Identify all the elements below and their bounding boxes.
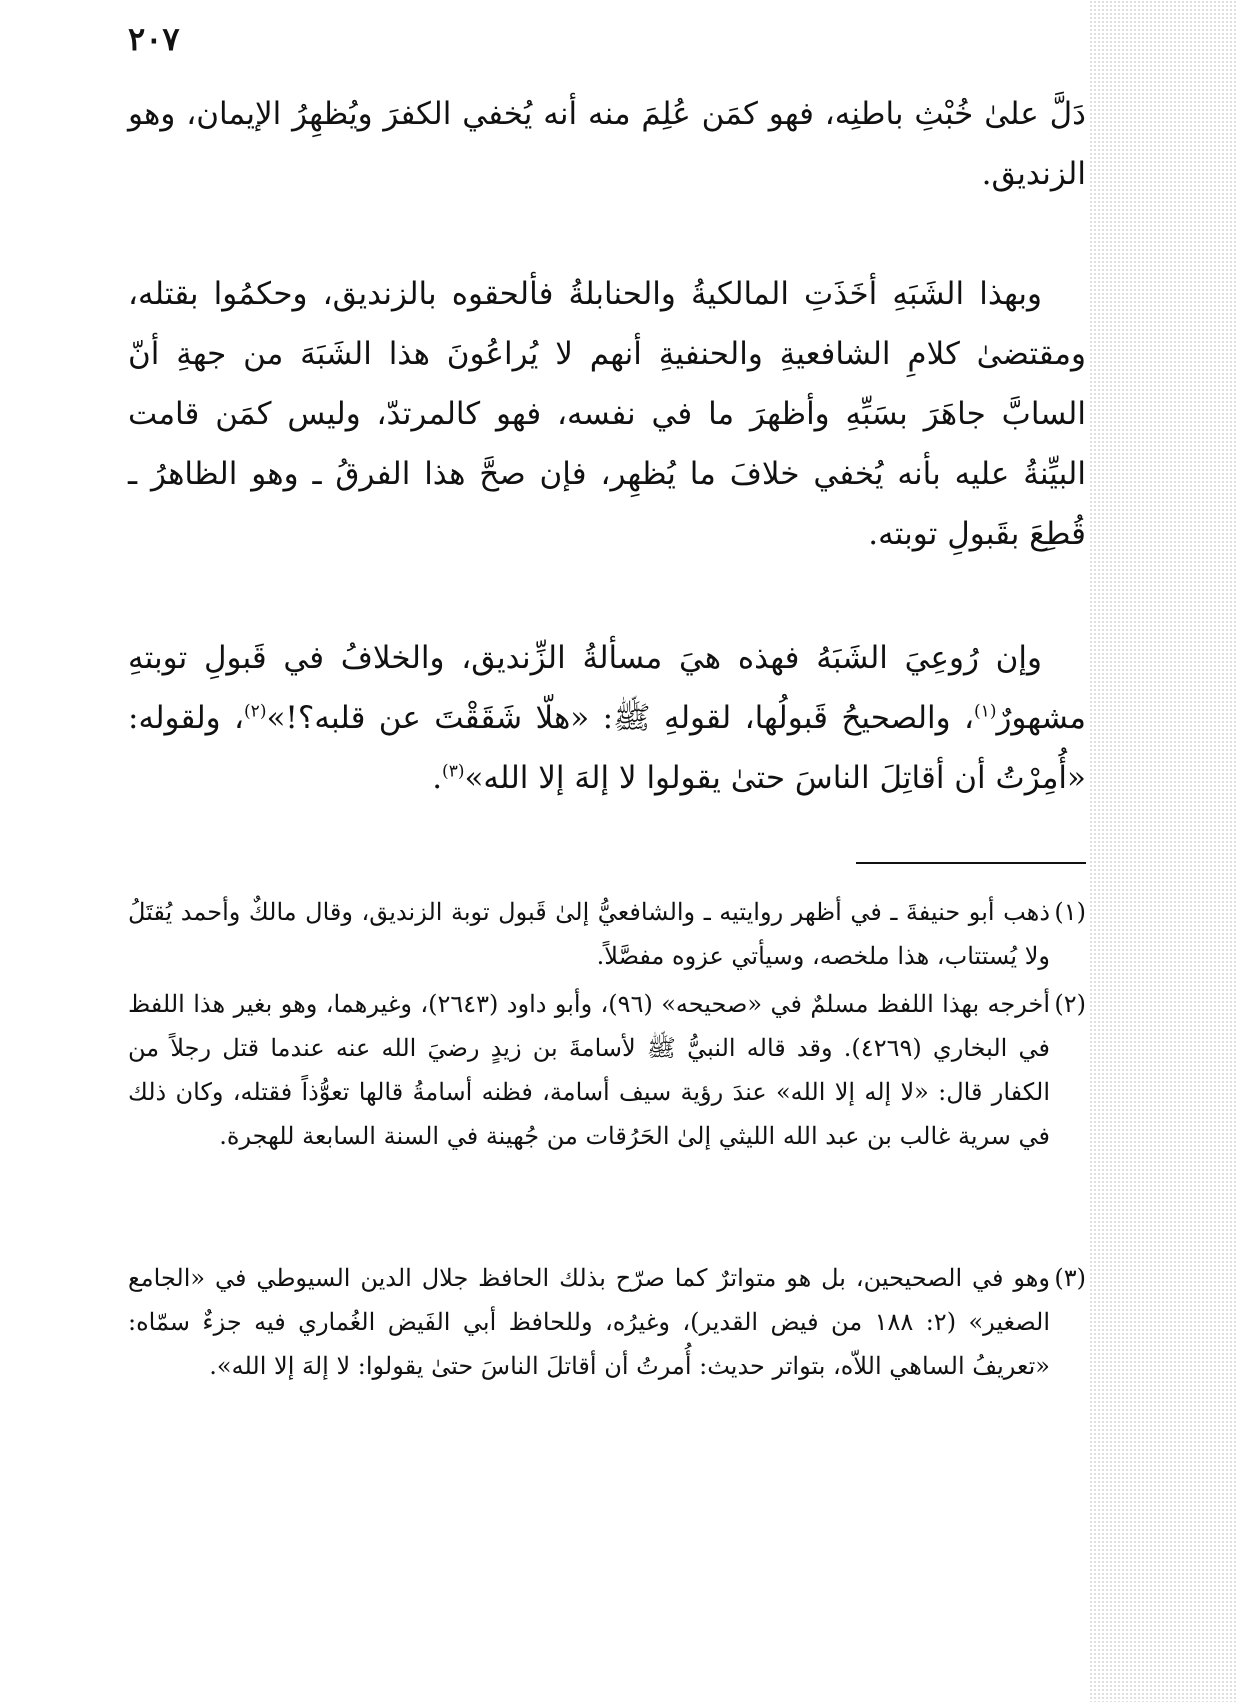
book-page bbox=[128, 0, 1086, 1702]
paragraph-2: وبهذا الشَبَهِ أخَذَتِ المالكيةُ والحنابلةُ فألحقوه بالزنديق، وحكمُوا بقتله، ومقتضىٰ كلامِ الشافعيةِ والحنفيةِ أنهم لا يُراعُونَ هذا الشَبَهَ من جهةِ أنّ السابَّ جاهَرَ بسَبِّهِ وأظهرَ ما في نفسه، فهو كالمرتدّ، وليس كمَن قامت البيِّنةُ عليه بأنه يُخفي خلافَ ما يُظهِر، فإن صحَّ هذا الفرقُ ـ وهو الظاهرُ ـ قُطِعَ بقَبولِ توبته. bbox=[128, 276, 1086, 552]
footnote-1 bbox=[128, 890, 1086, 978]
footnote-2 bbox=[128, 982, 1086, 1158]
paragraph-3-part-1: وإن رُوعِيَ الشَبَهُ فهذه هيَ مسألةُ الزِّنديق، والخلافُ في قَبولِ توبتهِ مشهورٌ bbox=[128, 640, 1086, 736]
footnote-1-text: ذهب أبو حنيفةَ ـ في أظهر روايتيه ـ والشافعيُّ إلىٰ قَبول توبة الزنديق، وقال مالكٌ وأحمد يُقتَلُ ولا يُستتاب، هذا ملخصه، وسيأتي عزوه مفصَّلاً. bbox=[128, 898, 1050, 970]
scan-gutter-texture bbox=[1089, 0, 1237, 1702]
paragraph-3 bbox=[128, 628, 1086, 808]
footnote-ref-2[interactable]: (٢) bbox=[244, 701, 267, 722]
footnote-ref-1[interactable]: (١) bbox=[974, 701, 997, 722]
footnote-2-number: (٢) bbox=[1054, 990, 1086, 1018]
footnote-3-number: (٣) bbox=[1054, 1264, 1086, 1292]
footnote-2-text: أخرجه بهذا اللفظ مسلمٌ في «صحيحه» (٩٦)، وأبو داود (٢٦٤٣)، وغيرهما، وهو بغير هذا اللفظ في البخاري (٤٢٦٩). وقد قاله النبيُّ ﷺ لأسامةَ بن زيدٍ رضيَ الله عنه عندما قتل رجلاً من الكفار قال: «لا إله إلا الله» عندَ رؤية سيف أسامة، فظنه أسامةُ قالها تعوُّذاً فقتله، وكان ذلك في سرية غالب بن عبد الله الليثي إلىٰ الحَرُقات من جُهينة في السنة السابعة للهجرة. bbox=[128, 990, 1051, 1150]
footnote-ref-3[interactable]: (٣) bbox=[442, 761, 465, 782]
footnote-3-text: وهو في الصحيحين، بل هو متواترٌ كما صرّح بذلك الحافظ جلال الدين السيوطي في «الجامع الصغير» (٢: ١٨٨ من فيض القدير)، وغيرُه، وللحافظ أبي الفَيض الغُماري فيه جزءٌ سمّاه: «تعريفُ الساهي اللاّه، بتواتر حديث: أُمرتُ أن أقاتلَ الناسَ حتىٰ يقولوا: لا إلهَ إلا الله». bbox=[128, 1264, 1051, 1380]
page-number: ٢٠٧ bbox=[128, 20, 180, 58]
footnote-separator bbox=[856, 862, 1086, 864]
footnote-1-number: (١) bbox=[1054, 898, 1086, 926]
paragraph-3-part-2: ، والصحيحُ قَبولُها، لقولهِ ﷺ: «هلّا شَقَقْتَ عن قلبه؟!» bbox=[266, 700, 975, 736]
footnote-3 bbox=[128, 1256, 1086, 1388]
paragraph-3-part-3: ، ولقوله: «أُمِرْتُ أن أقاتِلَ الناسَ حتىٰ يقولوا لا إلهَ إلا الله» bbox=[128, 700, 1086, 796]
paragraph-1: دَلَّ علىٰ خُبْثِ باطنِه، فهو كمَن عُلِمَ منه أنه يُخفي الكفرَ ويُظهِرُ الإيمان، وهو الزنديق. bbox=[128, 96, 1086, 192]
paragraph-3-part-4: . bbox=[432, 760, 443, 796]
